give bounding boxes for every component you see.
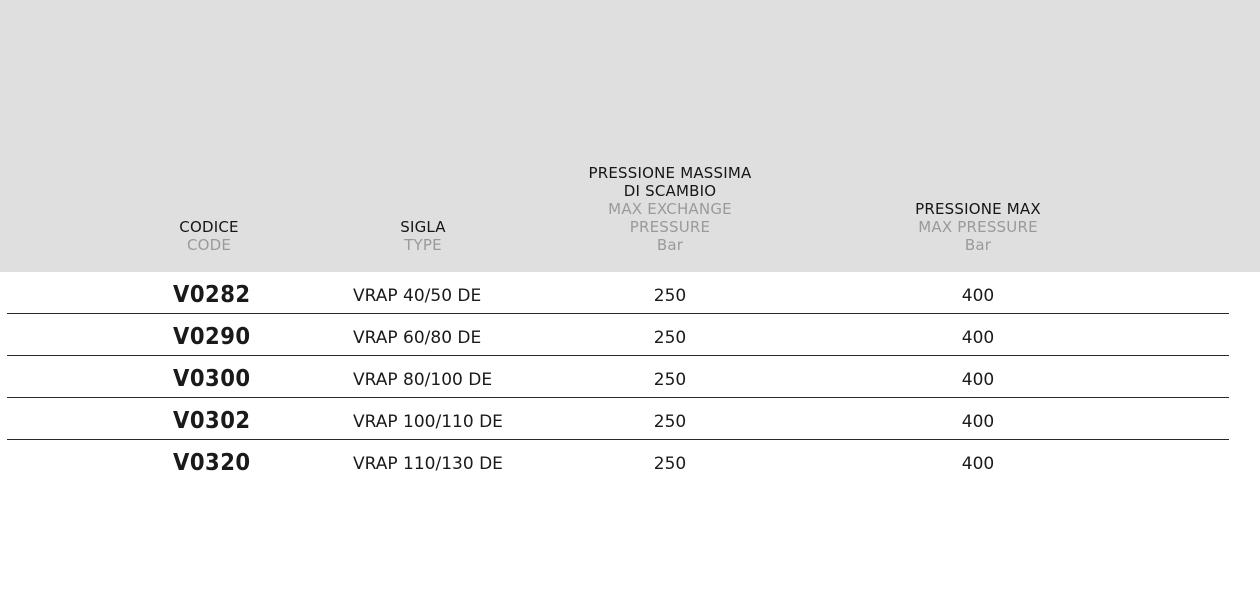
- header-type-en: TYPE: [404, 236, 442, 254]
- table-body: [0, 272, 1260, 482]
- header-exchange-it-line1: PRESSIONE MASSIMA: [588, 164, 752, 182]
- row-type: VRAP 110/130 DE: [353, 454, 503, 474]
- table-row: [0, 356, 1260, 398]
- table-row: [0, 272, 1260, 314]
- header-max-it: PRESSIONE MAX: [915, 200, 1041, 218]
- row-code: V0300: [173, 366, 251, 392]
- row-type: VRAP 80/100 DE: [353, 370, 493, 390]
- header-code-en: CODE: [186, 236, 232, 254]
- header-max-unit: Bar: [964, 236, 992, 254]
- row-max-pressure: 400: [961, 328, 995, 348]
- table-row: [0, 440, 1260, 482]
- header-exchange-it-line2: DI SCAMBIO: [623, 182, 717, 200]
- header-code: [139, 218, 279, 254]
- row-max-pressure: 400: [961, 412, 995, 432]
- table-row: [0, 314, 1260, 356]
- table-header: [0, 0, 1260, 272]
- header-code-it: CODICE: [179, 218, 239, 236]
- header-type-it: SIGLA: [400, 218, 446, 236]
- table-row: [0, 398, 1260, 440]
- header-exchange-unit: Bar: [656, 236, 684, 254]
- row-exchange-pressure: 250: [653, 286, 687, 306]
- row-exchange-pressure: 250: [653, 454, 687, 474]
- row-max-pressure: 400: [961, 454, 995, 474]
- row-code: V0290: [173, 324, 251, 350]
- header-exchange-pressure: [560, 164, 780, 254]
- header-type: [353, 218, 493, 254]
- row-type: VRAP 40/50 DE: [353, 286, 482, 306]
- row-exchange-pressure: 250: [653, 370, 687, 390]
- row-type: VRAP 100/110 DE: [353, 412, 503, 432]
- row-exchange-pressure: 250: [653, 328, 687, 348]
- row-max-pressure: 400: [961, 370, 995, 390]
- header-exchange-en-line1: MAX EXCHANGE: [608, 200, 732, 218]
- header-max-pressure: [868, 200, 1088, 254]
- header-max-en: MAX PRESSURE: [918, 218, 1038, 236]
- row-code: V0302: [173, 408, 251, 434]
- row-max-pressure: 400: [961, 286, 995, 306]
- row-type: VRAP 60/80 DE: [353, 328, 482, 348]
- header-exchange-en-line2: PRESSURE: [629, 218, 711, 236]
- row-exchange-pressure: 250: [653, 412, 687, 432]
- row-code: V0320: [173, 450, 251, 476]
- row-code: V0282: [173, 282, 251, 308]
